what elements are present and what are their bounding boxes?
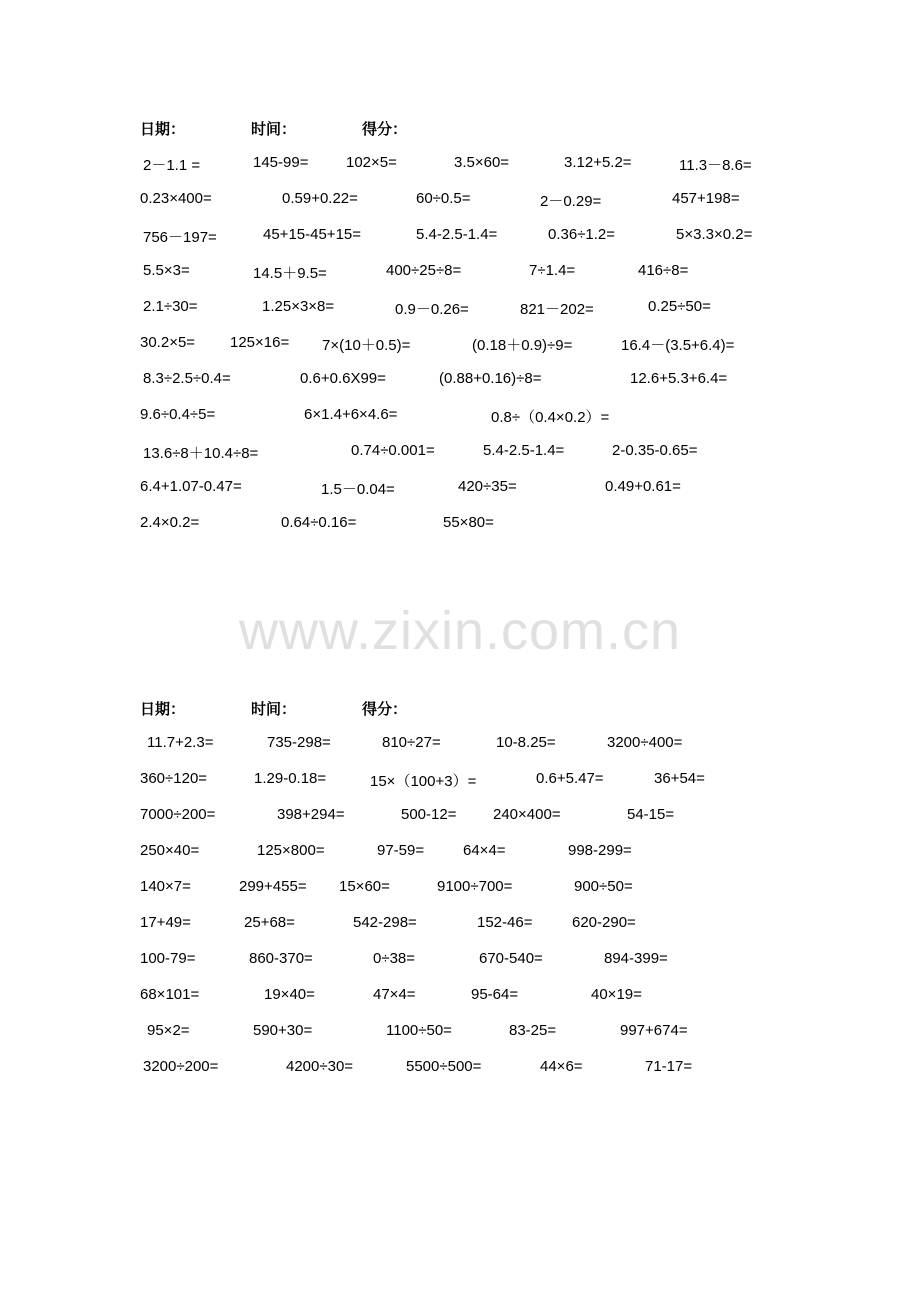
problem: 11.7+2.3= xyxy=(147,734,214,751)
problem-row xyxy=(140,298,840,334)
problem: (0.18＋0.9)÷9= xyxy=(472,337,573,354)
problem: 47×4= xyxy=(373,986,416,1003)
problem: 250×40= xyxy=(140,842,200,859)
problem: 1.5－0.04= xyxy=(321,481,395,498)
problem-row xyxy=(140,262,840,298)
problem: 102×5= xyxy=(346,154,397,171)
problem: 500-12= xyxy=(401,806,457,823)
problem: 97-59= xyxy=(377,842,425,859)
problem-row xyxy=(140,950,840,986)
problem-row xyxy=(140,1058,840,1094)
problem: 0.59+0.22= xyxy=(282,190,358,207)
problem: 0.9－0.26= xyxy=(395,301,469,318)
time-label: 时间： xyxy=(251,121,297,138)
problem: 0.74÷0.001= xyxy=(351,442,435,459)
header-row xyxy=(140,698,840,720)
problem: 756－197= xyxy=(143,229,217,246)
header-row xyxy=(140,118,840,140)
problem: 2.4×0.2= xyxy=(140,514,200,531)
problem-row xyxy=(140,770,840,806)
problem: 0.8÷（0.4×0.2）= xyxy=(491,409,610,426)
problem: 2.1÷30= xyxy=(143,298,198,315)
problem-row xyxy=(140,914,840,950)
problem: 670-540= xyxy=(479,950,543,967)
problem: 542-298= xyxy=(353,914,417,931)
problem: 1.25×3×8= xyxy=(262,298,335,315)
problem: 0.6+0.6X99= xyxy=(300,370,386,387)
problem: 7÷1.4= xyxy=(529,262,576,279)
problem: 5.4-2.5-1.4= xyxy=(416,226,498,243)
problem: 810÷27= xyxy=(382,734,441,751)
problem: 14.5＋9.5= xyxy=(253,265,327,282)
problem: 398+294= xyxy=(277,806,345,823)
problem: 900÷50= xyxy=(574,878,633,895)
problem: 9100÷700= xyxy=(437,878,513,895)
problem: 125×16= xyxy=(230,334,290,351)
problem-row xyxy=(140,370,840,406)
problem-row xyxy=(140,1022,840,1058)
problem: 2－0.29= xyxy=(540,193,602,210)
problem: 5500÷500= xyxy=(406,1058,482,1075)
problem: 95×2= xyxy=(147,1022,190,1039)
problem: 0.64÷0.16= xyxy=(281,514,357,531)
watermark-text: www.zixin.com.cn xyxy=(238,601,682,661)
problem-row xyxy=(140,734,840,770)
problem: 420÷35= xyxy=(458,478,517,495)
problem: 55×80= xyxy=(443,514,494,531)
score-label: 得分： xyxy=(362,701,408,718)
problem-row xyxy=(140,478,840,514)
problem: 620-290= xyxy=(572,914,636,931)
problem: 140×7= xyxy=(140,878,191,895)
problem: 100-79= xyxy=(140,950,196,967)
problem: 36+54= xyxy=(654,770,705,787)
problem: 68×101= xyxy=(140,986,200,1003)
problem: 240×400= xyxy=(493,806,561,823)
problem: 9.6÷0.4÷5= xyxy=(140,406,216,423)
problem: 860-370= xyxy=(249,950,313,967)
problem: 125×800= xyxy=(257,842,325,859)
problem: 821－202= xyxy=(520,301,594,318)
problem: 5.5×3= xyxy=(143,262,190,279)
problem: 2-0.35-0.65= xyxy=(612,442,698,459)
problem: 2－1.1 = xyxy=(143,157,201,174)
problem: 894-399= xyxy=(604,950,668,967)
problem: 299+455= xyxy=(239,878,307,895)
problem-row xyxy=(140,878,840,914)
problem: 1100÷50= xyxy=(386,1022,452,1039)
problem-row xyxy=(140,154,840,190)
problem-row xyxy=(140,190,840,226)
problem: 3200÷200= xyxy=(143,1058,219,1075)
problem: 0÷38= xyxy=(373,950,416,967)
problem: 457+198= xyxy=(672,190,740,207)
problem: 416÷8= xyxy=(638,262,689,279)
problem: 3.12+5.2= xyxy=(564,154,632,171)
problem-row xyxy=(140,842,840,878)
problem: 590+30= xyxy=(253,1022,313,1039)
problem-row xyxy=(140,806,840,842)
problem: 0.36÷1.2= xyxy=(548,226,616,243)
problem: 64×4= xyxy=(463,842,506,859)
time-label: 时间： xyxy=(251,701,297,718)
problem: 95-64= xyxy=(471,986,519,1003)
problem: 998-299= xyxy=(568,842,632,859)
problem: 54-15= xyxy=(627,806,675,823)
problem: 6×1.4+6×4.6= xyxy=(304,406,398,423)
problem: (0.88+0.16)÷8= xyxy=(439,370,542,387)
problem: 8.3÷2.5÷0.4= xyxy=(143,370,231,387)
problem: 0.25÷50= xyxy=(648,298,711,315)
problem-row xyxy=(140,442,840,478)
problem: 3.5×60= xyxy=(454,154,510,171)
worksheet-section-1 xyxy=(140,118,840,550)
problem: 6.4+1.07-0.47= xyxy=(140,478,242,495)
problem: 12.6+5.3+6.4= xyxy=(630,370,728,387)
worksheet-section-2 xyxy=(140,698,840,1094)
problem-row xyxy=(140,986,840,1022)
problem: 71-17= xyxy=(645,1058,693,1075)
date-label: 日期： xyxy=(140,701,186,718)
problem: 735-298= xyxy=(267,734,331,751)
problem: 152-46= xyxy=(477,914,533,931)
problem: 44×6= xyxy=(540,1058,583,1075)
problem: 5×3.3×0.2= xyxy=(676,226,753,243)
date-label: 日期： xyxy=(140,121,186,138)
problem: 83-25= xyxy=(509,1022,557,1039)
problem: 25+68= xyxy=(244,914,295,931)
problem: 5.4-2.5-1.4= xyxy=(483,442,565,459)
problem: 145-99= xyxy=(253,154,309,171)
problem-row xyxy=(140,334,840,370)
problem: 3200÷400= xyxy=(607,734,683,751)
problem: 7×(10＋0.5)= xyxy=(322,337,411,354)
problem: 4200÷30= xyxy=(286,1058,354,1075)
problem: 17+49= xyxy=(140,914,191,931)
problem: 13.6÷8＋10.4÷8= xyxy=(143,445,259,462)
problem: 15×60= xyxy=(339,878,390,895)
problem-row xyxy=(140,226,840,262)
problem: 360÷120= xyxy=(140,770,208,787)
problem: 16.4－(3.5+6.4)= xyxy=(621,337,735,354)
problem: 0.49+0.61= xyxy=(605,478,681,495)
problem: 0.6+5.47= xyxy=(536,770,604,787)
problem: 45+15-45+15= xyxy=(263,226,362,243)
problem: 30.2×5= xyxy=(140,334,196,351)
problem: 997+674= xyxy=(620,1022,688,1039)
score-label: 得分： xyxy=(362,121,408,138)
problem-row xyxy=(140,406,840,442)
problem: 60÷0.5= xyxy=(416,190,471,207)
problem: 7000÷200= xyxy=(140,806,216,823)
problem: 0.23×400= xyxy=(140,190,212,207)
problem: 10-8.25= xyxy=(496,734,556,751)
problem: 19×40= xyxy=(264,986,315,1003)
problem: 400÷25÷8= xyxy=(386,262,462,279)
problem: 15×（100+3）= xyxy=(370,773,477,790)
problem: 1.29-0.18= xyxy=(254,770,327,787)
problem: 40×19= xyxy=(591,986,642,1003)
problem-row xyxy=(140,514,840,550)
problem: 11.3－8.6= xyxy=(679,157,752,174)
